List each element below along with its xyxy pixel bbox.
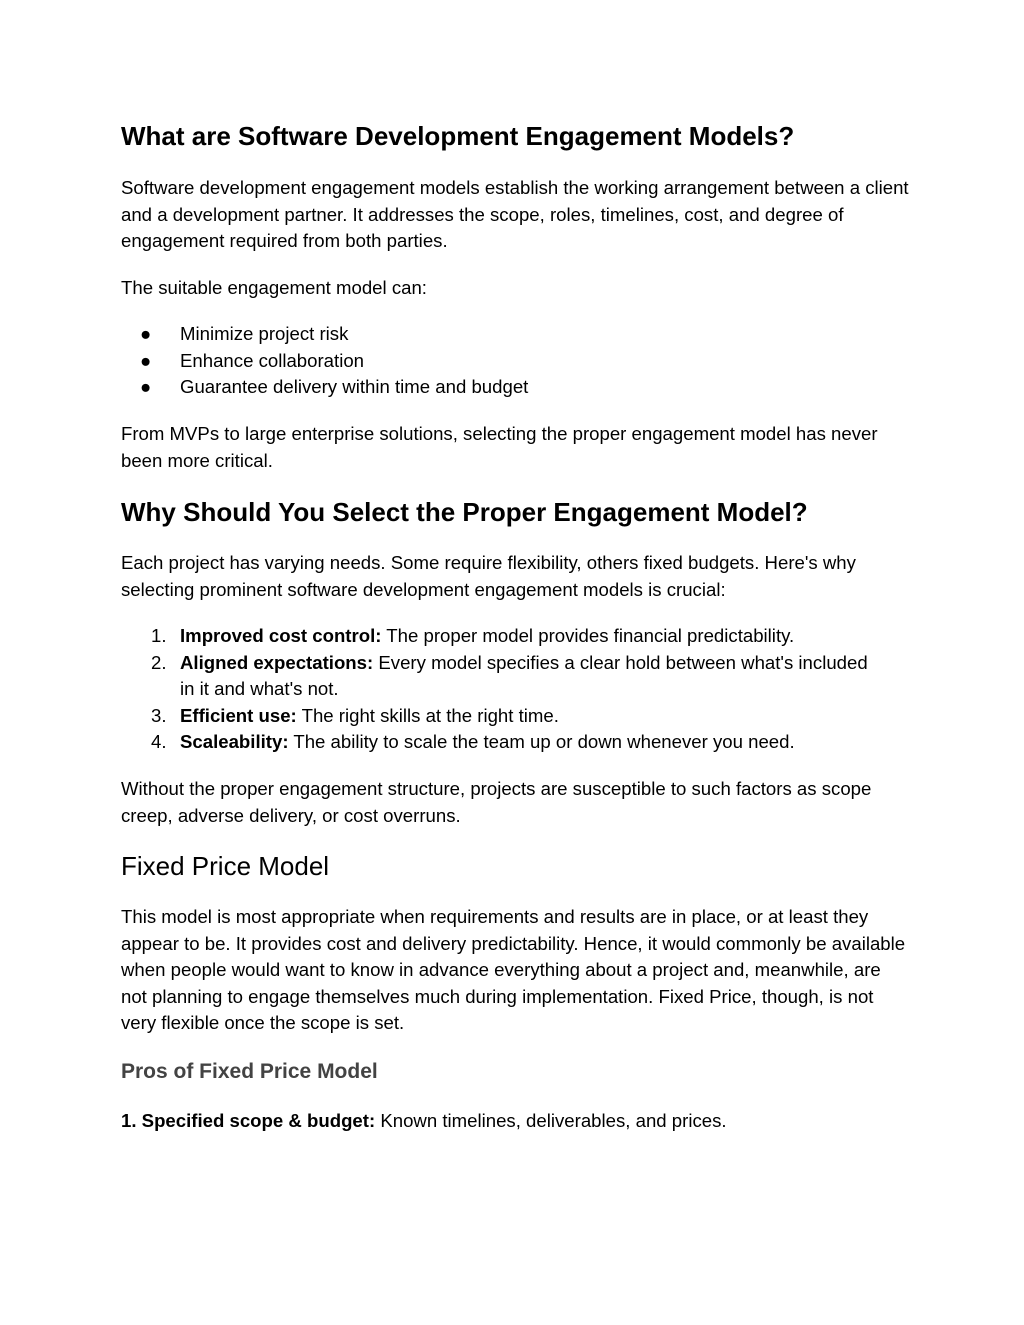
list-item-label: Improved cost control: (180, 625, 382, 646)
paragraph-pro-1 (121, 1108, 911, 1135)
list-item-text: Guarantee delivery within time and budget (180, 376, 529, 398)
list-item-text: The ability to scale the team up or down whenever you need. (288, 731, 795, 753)
bullet-icon: ● (140, 349, 152, 371)
list-item-text: Minimize project risk (180, 323, 349, 344)
list-item (121, 650, 881, 703)
list-item-text: The proper model provides financial predictability. (381, 625, 795, 646)
paragraph-suitable-model: The suitable engagement model can: (121, 277, 427, 298)
benefits-bullet-list (121, 321, 881, 401)
paragraph-definition: Software development engagement models establish the working arrangement between a client and a development partner. It addresses the scope, roles, timelines, cost, and degree of engagement required from both parties. (121, 177, 909, 252)
list-item-text: The right skills at the right time. (296, 704, 559, 726)
list-item (121, 321, 881, 348)
pro-label: 1. Specified scope & budget: (121, 1110, 376, 1131)
list-number: 4. (151, 731, 167, 753)
bullet-icon: ● (140, 376, 152, 398)
heading-pros-fixed-price: Pros of Fixed Price Model (121, 1060, 378, 1083)
heading-fixed-price-model: Fixed Price Model (121, 851, 330, 881)
list-item (121, 348, 881, 375)
list-item-label: Scaleability: (180, 731, 289, 753)
reasons-numbered-list (121, 623, 881, 756)
bullet-icon: ● (140, 323, 152, 344)
list-item (121, 729, 881, 756)
list-item-label: Efficient use: (180, 704, 297, 726)
list-number: 3. (151, 704, 167, 726)
heading-engagement-models: What are Software Development Engagement Models? (121, 121, 795, 151)
list-item-text: Enhance collaboration (180, 349, 365, 371)
list-item (121, 623, 881, 650)
paragraph-fixed-price: This model is most appropriate when requirements and results are in place, or at least they appear to be. It provides cost and delivery predictability. Hence, it would commonly be available when people would want to know in advance everything about a project and, meanwhile, are not planning to engage themselves much during implementation. Fixed Price, though, is not very flexible once the scope is set. (121, 906, 906, 1034)
list-item (121, 374, 881, 401)
pro-text: Known timelines, deliverables, and prices. (375, 1110, 727, 1131)
paragraph-without-structure: Without the proper engagement structure, projects are susceptible to such factors as scope creep, adverse delivery, or cost overruns. (121, 778, 872, 826)
list-item-text: Every model specifies a clear hold between what's included in it and what's not. (180, 651, 868, 700)
list-item-label: Aligned expectations: (180, 651, 374, 673)
heading-why-select: Why Should You Select the Proper Engagement Model? (121, 497, 808, 527)
paragraph-varying-needs: Each project has varying needs. Some require flexibility, others fixed budgets. Here's why selecting prominent software development engagement models is crucial: (121, 552, 856, 600)
list-number: 2. (151, 651, 167, 673)
list-item (121, 703, 881, 730)
list-number: 1. (151, 625, 167, 646)
paragraph-mvps: From MVPs to large enterprise solutions, selecting the proper engagement model has never been more critical. (121, 423, 878, 471)
